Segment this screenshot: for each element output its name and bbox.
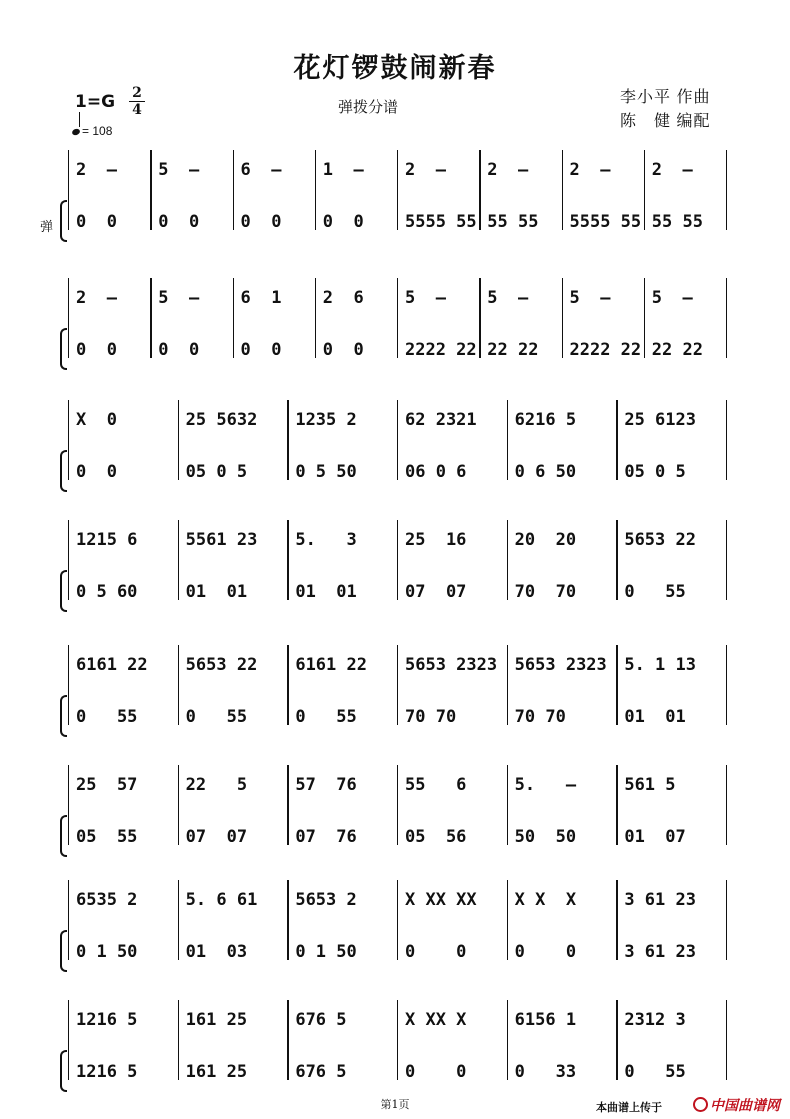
lower-voice-measure: 2222 22 bbox=[569, 340, 642, 360]
system-line bbox=[68, 645, 69, 725]
upper-voice-measure: 6216 5 bbox=[514, 410, 577, 430]
lower-voice-measure: 0 33 bbox=[514, 1062, 577, 1082]
lower-voice-measure: 676 5 bbox=[295, 1062, 347, 1082]
barline bbox=[397, 645, 398, 725]
lower-voice-measure: 05 55 bbox=[76, 827, 138, 847]
lower-voice-measure: 0 55 bbox=[624, 1062, 686, 1082]
upper-voice-measure: 5 – bbox=[158, 160, 200, 180]
barline bbox=[726, 520, 727, 600]
lower-voice-measure: 70 70 bbox=[405, 707, 457, 727]
barline bbox=[726, 765, 727, 845]
barline bbox=[397, 520, 398, 600]
upper-voice-measure: 5653 2323 bbox=[514, 655, 607, 675]
lower-voice-measure: 55 55 bbox=[487, 212, 539, 232]
lower-voice-measure: 0 5 50 bbox=[295, 462, 357, 482]
barline bbox=[178, 765, 179, 845]
score-title: 花灯锣鼓闹新春 bbox=[293, 53, 497, 84]
upper-voice-measure: 5653 2 bbox=[295, 890, 357, 910]
barline bbox=[287, 645, 288, 725]
tempo-mark bbox=[72, 124, 112, 138]
upper-voice-measure: 1 – bbox=[322, 160, 364, 180]
barline bbox=[644, 278, 645, 358]
barline bbox=[150, 278, 151, 358]
key-signature: 1=G bbox=[75, 92, 116, 112]
barline bbox=[287, 520, 288, 600]
upper-voice-measure: 5. 1 13 bbox=[624, 655, 696, 675]
lower-voice-measure: 3 61 23 bbox=[624, 942, 696, 962]
barline bbox=[178, 400, 179, 480]
upper-voice-measure: 22 5 bbox=[185, 775, 248, 795]
barline bbox=[397, 150, 398, 230]
upper-voice-measure: 5561 23 bbox=[185, 530, 258, 550]
barline bbox=[507, 520, 508, 600]
barline bbox=[616, 645, 617, 725]
upper-voice-measure: 5. – bbox=[514, 775, 577, 795]
lower-voice-measure: 2222 22 bbox=[405, 340, 477, 360]
barline bbox=[397, 880, 398, 960]
lower-voice-measure: 70 70 bbox=[514, 707, 566, 727]
lower-voice-measure: 05 0 5 bbox=[185, 462, 248, 482]
lower-voice-measure: 161 25 bbox=[185, 1062, 248, 1082]
upper-voice-measure: 3 61 23 bbox=[624, 890, 696, 910]
barline bbox=[287, 765, 288, 845]
barline bbox=[726, 880, 727, 960]
upper-voice-measure: 2 – bbox=[651, 160, 693, 180]
lower-voice-measure: 01 07 bbox=[624, 827, 686, 847]
barline bbox=[507, 400, 508, 480]
barline bbox=[287, 880, 288, 960]
lower-voice-measure: 0 6 50 bbox=[514, 462, 577, 482]
barline bbox=[178, 880, 179, 960]
quarter-note-icon bbox=[71, 128, 81, 136]
barline bbox=[726, 400, 727, 480]
upper-voice-measure: 1215 6 bbox=[76, 530, 138, 550]
lower-voice-measure: 0 1 50 bbox=[76, 942, 138, 962]
upper-voice-measure: 55 6 bbox=[405, 775, 467, 795]
lower-voice-measure: 0 1 50 bbox=[295, 942, 357, 962]
barline bbox=[726, 150, 727, 230]
upper-voice-measure: 1235 2 bbox=[295, 410, 357, 430]
barline bbox=[479, 278, 480, 358]
barline bbox=[616, 520, 617, 600]
lower-voice-measure: 01 01 bbox=[185, 582, 248, 602]
lower-voice-measure: 0 0 bbox=[322, 340, 364, 360]
lower-voice-measure: 0 0 bbox=[240, 340, 282, 360]
barline bbox=[178, 1000, 179, 1080]
barline bbox=[315, 150, 316, 230]
system-line bbox=[68, 150, 69, 230]
barline bbox=[507, 880, 508, 960]
lower-voice-measure: 0 55 bbox=[76, 707, 138, 727]
lower-voice-measure: 05 0 5 bbox=[624, 462, 686, 482]
barline bbox=[397, 1000, 398, 1080]
lower-voice-measure: 22 22 bbox=[487, 340, 539, 360]
upper-voice-measure: 676 5 bbox=[295, 1010, 347, 1030]
barline bbox=[233, 278, 234, 358]
barline bbox=[315, 278, 316, 358]
upper-voice-measure: 2 6 bbox=[322, 288, 364, 308]
barline bbox=[616, 765, 617, 845]
barline bbox=[397, 765, 398, 845]
upper-voice-measure: 5653 2323 bbox=[405, 655, 498, 675]
system-line bbox=[68, 1000, 69, 1080]
lower-voice-measure: 0 0 bbox=[158, 212, 200, 232]
barline bbox=[233, 150, 234, 230]
system-brace bbox=[60, 450, 67, 492]
logo-icon bbox=[693, 1097, 708, 1112]
lower-voice-measure: 01 01 bbox=[624, 707, 686, 727]
upper-voice-measure: 6 1 bbox=[240, 288, 282, 308]
barline bbox=[726, 278, 727, 358]
barline bbox=[150, 150, 151, 230]
upper-voice-measure: 25 6123 bbox=[624, 410, 696, 430]
lower-voice-measure: 70 70 bbox=[514, 582, 577, 602]
barline bbox=[287, 400, 288, 480]
upper-voice-measure: 5 – bbox=[158, 288, 200, 308]
time-signature bbox=[129, 86, 145, 117]
lower-voice-measure: 5555 55 bbox=[405, 212, 477, 232]
lower-voice-measure: 0 0 bbox=[405, 942, 467, 962]
lower-voice-measure: 22 22 bbox=[651, 340, 703, 360]
system-brace bbox=[60, 328, 67, 370]
barline bbox=[616, 1000, 617, 1080]
lower-voice-measure: 05 56 bbox=[405, 827, 467, 847]
upper-voice-measure: 2 – bbox=[405, 160, 446, 180]
barline bbox=[397, 400, 398, 480]
system-brace bbox=[60, 200, 67, 242]
lower-voice-measure: 0 0 bbox=[322, 212, 364, 232]
system-brace bbox=[60, 930, 67, 972]
upper-voice-measure: 2 – bbox=[76, 160, 117, 180]
upper-voice-measure: 5 – bbox=[569, 288, 611, 308]
upper-voice-measure: 1216 5 bbox=[76, 1010, 138, 1030]
system-line bbox=[68, 278, 69, 358]
barline bbox=[178, 645, 179, 725]
site-logo bbox=[693, 1095, 780, 1115]
lower-voice-measure: 01 01 bbox=[295, 582, 357, 602]
upper-voice-measure: 5 – bbox=[651, 288, 693, 308]
lower-voice-measure: 0 0 bbox=[158, 340, 200, 360]
upper-voice-measure: 161 25 bbox=[185, 1010, 248, 1030]
upper-voice-measure: 57 76 bbox=[295, 775, 357, 795]
system-line bbox=[68, 765, 69, 845]
barline bbox=[287, 1000, 288, 1080]
upper-voice-measure: 5 – bbox=[487, 288, 529, 308]
barline bbox=[562, 150, 563, 230]
upper-voice-measure: X X X bbox=[514, 890, 577, 910]
lower-voice-measure: 5555 55 bbox=[569, 212, 642, 232]
barline bbox=[726, 1000, 727, 1080]
system-line bbox=[68, 880, 69, 960]
lower-voice-measure: 01 03 bbox=[185, 942, 248, 962]
site-name: 中国曲谱网 bbox=[710, 1097, 780, 1113]
lower-voice-measure: 0 0 bbox=[240, 212, 282, 232]
upper-voice-measure: 5 – bbox=[405, 288, 446, 308]
instrument-label: 弹 bbox=[40, 219, 54, 234]
system-brace bbox=[60, 1050, 67, 1092]
upper-voice-measure: 5. 3 bbox=[295, 530, 357, 550]
lower-voice-measure: 06 0 6 bbox=[405, 462, 467, 482]
upper-voice-measure: 6161 22 bbox=[76, 655, 148, 675]
system-brace bbox=[60, 815, 67, 857]
lower-voice-measure: 55 55 bbox=[651, 212, 703, 232]
barline bbox=[616, 880, 617, 960]
upper-voice-measure: X XX X bbox=[405, 1010, 467, 1030]
arranger-credit: 陈 健 编配 bbox=[620, 113, 711, 130]
lower-voice-measure: 07 76 bbox=[295, 827, 357, 847]
barline bbox=[616, 400, 617, 480]
upper-voice-measure: X XX XX bbox=[405, 890, 477, 910]
lower-voice-measure: 0 55 bbox=[295, 707, 357, 727]
system-line bbox=[68, 520, 69, 600]
upload-note: 本曲谱上传于 bbox=[596, 1102, 662, 1114]
lower-voice-measure: 1216 5 bbox=[76, 1062, 138, 1082]
upper-voice-measure: 25 16 bbox=[405, 530, 467, 550]
upper-voice-measure: 2 – bbox=[487, 160, 529, 180]
barline bbox=[397, 278, 398, 358]
lower-voice-measure: 07 07 bbox=[185, 827, 248, 847]
upper-voice-measure: 62 2321 bbox=[405, 410, 477, 430]
upper-voice-measure: 2 – bbox=[76, 288, 117, 308]
lower-voice-measure: 0 0 bbox=[514, 942, 577, 962]
system-line bbox=[68, 400, 69, 480]
upper-voice-measure: 6156 1 bbox=[514, 1010, 577, 1030]
barline bbox=[507, 1000, 508, 1080]
upper-voice-measure: 6161 22 bbox=[295, 655, 367, 675]
barline bbox=[178, 520, 179, 600]
barline bbox=[479, 150, 480, 230]
time-denominator: 4 bbox=[132, 102, 142, 118]
lower-voice-measure: 0 55 bbox=[624, 582, 686, 602]
lower-voice-measure: 0 0 bbox=[76, 340, 117, 360]
upper-voice-measure: 5653 22 bbox=[624, 530, 696, 550]
upper-voice-measure: 6535 2 bbox=[76, 890, 138, 910]
lower-voice-measure: 0 0 bbox=[405, 1062, 467, 1082]
system-brace bbox=[60, 570, 67, 612]
barline bbox=[507, 765, 508, 845]
time-numerator: 2 bbox=[132, 85, 142, 101]
barline bbox=[726, 645, 727, 725]
lower-voice-measure: 50 50 bbox=[514, 827, 577, 847]
system-brace bbox=[60, 695, 67, 737]
lower-voice-measure: 0 0 bbox=[76, 212, 117, 232]
lower-voice-measure: 0 0 bbox=[76, 462, 117, 482]
upper-voice-measure: 561 5 bbox=[624, 775, 676, 795]
upper-voice-measure: 5. 6 61 bbox=[185, 890, 258, 910]
part-subtitle: 弹拨分谱 bbox=[338, 99, 399, 116]
upper-voice-measure: 2312 3 bbox=[624, 1010, 686, 1030]
page-number: 第1页 bbox=[380, 1098, 410, 1111]
lower-voice-measure: 07 07 bbox=[405, 582, 467, 602]
upper-voice-measure: 20 20 bbox=[514, 530, 577, 550]
upper-voice-measure: 2 – bbox=[569, 160, 611, 180]
upper-voice-measure: 5653 22 bbox=[185, 655, 258, 675]
barline bbox=[644, 150, 645, 230]
composer-credit: 李小平 作曲 bbox=[620, 89, 711, 106]
tempo-value: = 108 bbox=[82, 124, 113, 138]
barline bbox=[507, 645, 508, 725]
lower-voice-measure: 0 55 bbox=[185, 707, 248, 727]
upper-voice-measure: 25 5632 bbox=[185, 410, 258, 430]
upper-voice-measure: X 0 bbox=[76, 410, 117, 430]
lower-voice-measure: 0 5 60 bbox=[76, 582, 138, 602]
upper-voice-measure: 6 – bbox=[240, 160, 282, 180]
upper-voice-measure: 25 57 bbox=[76, 775, 138, 795]
barline bbox=[562, 278, 563, 358]
